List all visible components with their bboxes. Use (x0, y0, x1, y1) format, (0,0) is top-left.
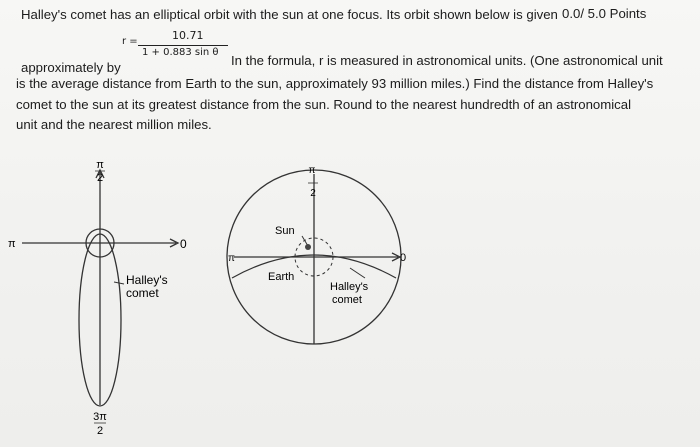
formula-lhs: r = (122, 36, 138, 47)
earth-label: Earth (268, 271, 295, 283)
score-points: 0.0/ 5.0 Points (562, 6, 647, 21)
sun-marker (305, 244, 311, 250)
sun-label: Sun (275, 225, 295, 237)
right-zero-label: 0 (400, 252, 407, 264)
approx-label: approximately by (21, 60, 121, 75)
question-line-1: Halley's comet has an elliptical orbit with the sun at one focus. Its orbit shown below is given (21, 7, 558, 22)
left-orbit-figure (0, 150, 240, 447)
left-bottom-angle-num: 3π (93, 411, 107, 423)
question-line-3: is the average distance from Earth to the sun, approximately 93 million miles.) Find the distance from Halley's (16, 76, 654, 91)
left-comet-label-1: Halley's (126, 273, 168, 287)
formula-numerator: 10.71 (172, 29, 204, 42)
fraction-bar (138, 45, 228, 46)
question-line-4: comet to the sun at its greatest distance from the sun. Round to the nearest hundredth of an astronomical (16, 97, 632, 112)
right-pi-label: π (228, 253, 235, 264)
left-top-angle-den: 2 (96, 172, 104, 184)
left-top-angle-num: π (96, 159, 104, 171)
right-comet-label-1: Halley's (330, 281, 369, 293)
left-bottom-angle-den: 2 (96, 425, 104, 437)
left-comet-label-2: comet (126, 286, 159, 300)
right-top-angle-den: 2 (310, 188, 316, 199)
right-comet-label-2: comet (332, 294, 362, 306)
right-orbit-figure (220, 160, 420, 350)
right-top-angle-num: π (308, 165, 316, 176)
question-line-5: unit and the nearest million miles. (16, 117, 212, 132)
question-line-2: In the formula, r is measured in astronomical units. (One astronomical unit (231, 53, 663, 68)
left-zero-label: 0 (180, 237, 187, 251)
left-pi-label: π (8, 238, 16, 250)
right-label-pointer (350, 268, 365, 278)
formula-denominator: 1 + 0.883 sin θ (142, 47, 219, 58)
